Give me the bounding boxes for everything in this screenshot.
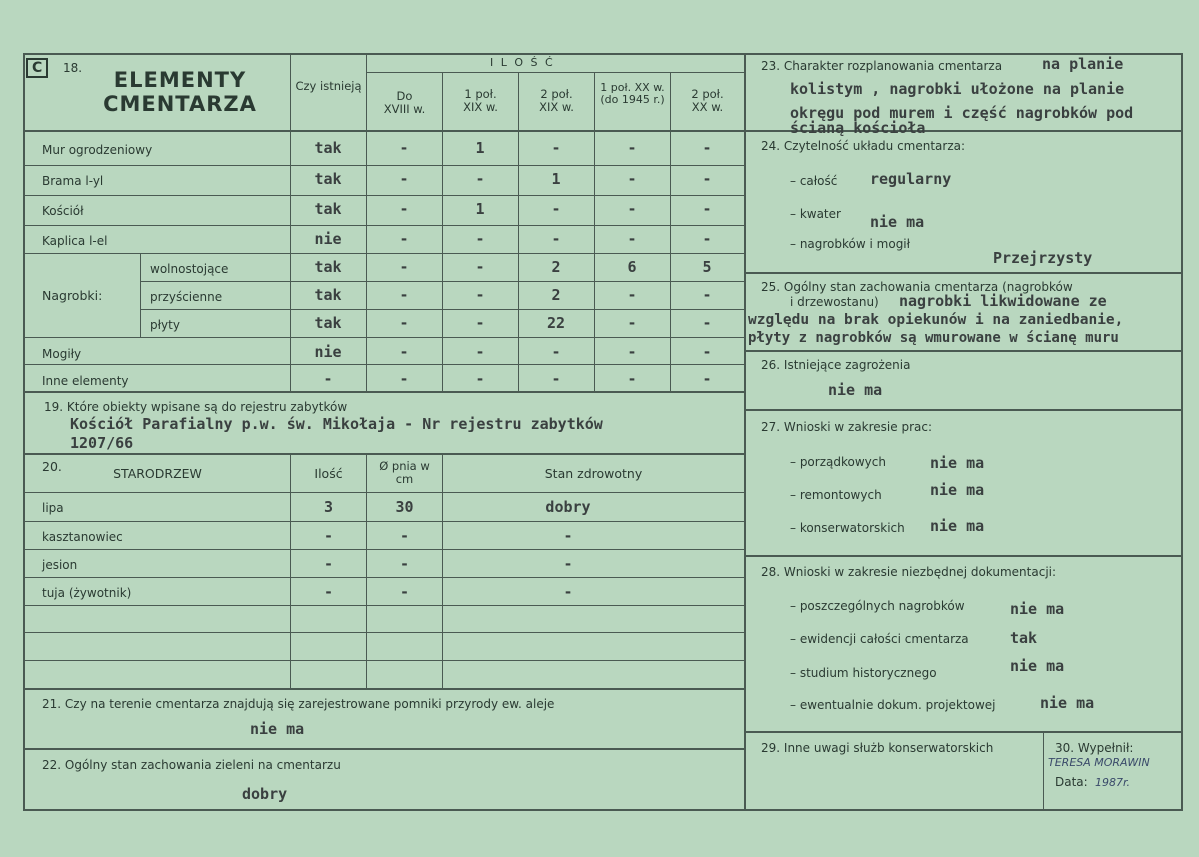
element-count-cell: -: [551, 370, 561, 388]
tree-ilosc-cell: 3: [323, 498, 334, 516]
q21-label: 21. Czy na terenie cmentarza znajdują się zarejestrowane pomniki przyrody ew. aleje: [42, 697, 555, 711]
q27-label: 27. Wnioski w zakresie prac:: [761, 420, 933, 434]
element-count-cell: -: [551, 230, 561, 248]
element-count-cell: -: [399, 139, 409, 157]
tree-pien-cell: -: [399, 527, 410, 545]
tree-name: jesion: [42, 558, 78, 572]
section-number: 18.: [63, 61, 83, 75]
element-count-cell: -: [551, 200, 561, 218]
element-count-cell: -: [702, 170, 712, 188]
tree-name: tuja (żywotnik): [42, 586, 132, 600]
tree-pien-cell: -: [399, 555, 410, 573]
q22-label: 22. Ogólny stan zachowania zieleni na cmentarzu: [42, 758, 341, 772]
element-count-cell: -: [475, 370, 485, 388]
q30-date: 1987r.: [1095, 776, 1131, 789]
tree-ilosc-cell: -: [323, 583, 334, 601]
element-row-label: Inne elementy: [42, 374, 129, 388]
element-count-cell: 1: [475, 200, 485, 218]
q23-answer-4: ścianą kościoła: [790, 119, 926, 137]
element-count-cell: -: [702, 370, 712, 388]
ilosc-header: I L O Ś Ć: [490, 56, 555, 69]
q28-item-4: – ewentualnie dokum. projektowej: [790, 698, 996, 712]
element-count-cell: -: [475, 170, 485, 188]
q28-item-1-value: nie ma: [1010, 600, 1065, 618]
element-exists-cell: tak: [314, 170, 342, 188]
element-count-cell: -: [399, 170, 409, 188]
frame-top: [23, 53, 1183, 55]
element-count-cell: 2: [551, 258, 561, 276]
q28-label: 28. Wnioski w zakresie niezbędnej dokumentacji:: [761, 565, 1057, 579]
frame-left: [23, 53, 25, 811]
q27-item-3: – konserwatorskich: [790, 521, 905, 535]
element-count-cell: -: [399, 343, 409, 361]
q20-header-stan: Stan zdrowotny: [544, 466, 643, 481]
q30-label: 30. Wypełnił:: [1055, 741, 1134, 755]
element-count-cell: -: [551, 343, 561, 361]
tree-pien-cell: -: [399, 583, 410, 601]
element-row-label: przyścienne: [150, 290, 223, 304]
element-exists-cell: -: [323, 370, 333, 388]
q30-data-label: Data:: [1055, 775, 1088, 789]
element-row-label: płyty: [150, 318, 180, 332]
element-count-cell: -: [399, 200, 409, 218]
q28-item-2-value: tak: [1010, 629, 1038, 647]
element-count-cell: -: [702, 200, 712, 218]
col-do-xviii: Do XVIII w.: [383, 89, 426, 116]
element-count-cell: -: [627, 200, 637, 218]
element-exists-cell: nie: [314, 343, 342, 361]
col-czy-istnieja: Czy istnieją: [295, 79, 362, 93]
q27-item-2-value: nie ma: [930, 481, 985, 499]
q30-signature: TERESA MORAWIN: [1048, 756, 1150, 769]
q29-label: 29. Inne uwagi służb konserwatorskich: [761, 741, 994, 755]
q24-label: 24. Czytelność układu cmentarza:: [761, 139, 966, 153]
element-row-label: Brama l-yl: [42, 174, 104, 188]
section-title: [90, 68, 270, 116]
q24-nagrobkow-value: Przejrzysty: [993, 249, 1093, 267]
element-count-cell: -: [702, 230, 712, 248]
q20-header-starodrzew: STARODRZEW: [113, 466, 202, 481]
element-row-label: Mur ogrodzeniowy: [42, 143, 153, 157]
column-divider: [744, 53, 746, 811]
element-count-cell: 5: [702, 258, 712, 276]
element-count-cell: -: [475, 343, 485, 361]
q24-calosc-value: regularny: [870, 170, 952, 188]
q19-label: 19. Które obiekty wpisane są do rejestru zabytków: [44, 400, 348, 414]
element-count-cell: 2: [551, 286, 561, 304]
title-line2: CMENTARZA: [103, 92, 257, 117]
tree-name: lipa: [42, 501, 64, 515]
element-count-cell: 6: [627, 258, 637, 276]
element-count-cell: -: [475, 314, 485, 332]
col-1pol-xix: 1 poł. XIX w.: [463, 87, 498, 114]
tree-stan-cell: -: [563, 583, 573, 601]
q27-item-2: – remontowych: [790, 488, 882, 502]
element-exists-cell: tak: [314, 200, 342, 218]
q25-answer-3: płyty z nagrobków są wmurowane w ścianę muru: [748, 330, 1119, 346]
title-line1: ELEMENTY: [113, 68, 247, 92]
element-exists-cell: tak: [314, 286, 342, 304]
q25-answer-2: względu na brak opiekunów i na zaniedbanie,: [748, 312, 1124, 328]
tree-stan-cell: dobry: [545, 498, 591, 516]
tree-ilosc-cell: -: [323, 527, 334, 545]
element-count-cell: -: [627, 230, 637, 248]
q24-kwater: – kwater: [790, 207, 841, 221]
q20-header-pien: Ø pnia w cm: [379, 459, 430, 486]
element-count-cell: -: [702, 286, 712, 304]
col-1pol-xx: 1 poł. XX w. (do 1945 r.): [600, 81, 665, 107]
element-row-label: Kościół: [42, 204, 84, 218]
section-letter: C: [26, 58, 48, 78]
tree-pien-cell: 30: [395, 498, 414, 516]
element-exists-cell: tak: [314, 139, 342, 157]
q23-answer-2: kolistym , nagrobki ułożone na planie: [790, 80, 1125, 98]
nagrobki-label: Nagrobki:: [42, 288, 103, 303]
frame-bottom: [23, 809, 1183, 811]
q25-label-2: i drzewostanu): [790, 295, 879, 309]
q27-item-1: – porządkowych: [790, 455, 886, 469]
q21-answer: nie ma: [250, 720, 305, 738]
q20-header-ilosc: Ilość: [314, 466, 343, 481]
q25-answer-1: nagrobki likwidowane ze: [899, 292, 1107, 310]
element-count-cell: -: [627, 286, 637, 304]
q28-item-2: – ewidencji całości cmentarza: [790, 632, 969, 646]
element-count-cell: 22: [546, 314, 566, 332]
q23-answer-3: okręgu pod murem i część nagrobków pod: [790, 104, 1134, 122]
element-count-cell: -: [702, 314, 712, 332]
element-count-cell: -: [475, 230, 485, 248]
tree-name: kasztanowiec: [42, 530, 123, 544]
q28-item-4-value: nie ma: [1040, 694, 1095, 712]
element-count-cell: -: [702, 343, 712, 361]
element-count-cell: -: [399, 370, 409, 388]
q23-answer-1: na planie: [1042, 55, 1124, 73]
q19-answer-line1: Kościół Parafialny p.w. św. Mikołaja - Nr rejestru zabytków: [70, 415, 603, 433]
q24-calosc: – całość: [790, 174, 838, 188]
element-count-cell: -: [399, 286, 409, 304]
tree-ilosc-cell: -: [323, 555, 334, 573]
element-count-cell: -: [702, 139, 712, 157]
element-count-cell: -: [627, 343, 637, 361]
q27-item-1-value: nie ma: [930, 454, 985, 472]
q24-nagrobkow: – nagrobków i mogił: [790, 237, 911, 251]
element-count-cell: 1: [551, 170, 561, 188]
q20-number: 20.: [42, 459, 62, 474]
element-count-cell: -: [475, 286, 485, 304]
frame-right: [1181, 53, 1183, 811]
element-count-cell: -: [627, 139, 637, 157]
q22-answer: dobry: [242, 785, 288, 803]
element-row-label: Mogiły: [42, 347, 82, 361]
col-2pol-xix: 2 poł. XIX w.: [539, 87, 574, 114]
element-count-cell: -: [627, 314, 637, 332]
element-count-cell: -: [399, 258, 409, 276]
element-exists-cell: tak: [314, 258, 342, 276]
q28-item-3: – studium historycznego: [790, 666, 937, 680]
element-row-label: Kaplica l-el: [42, 234, 108, 248]
tree-stan-cell: -: [563, 555, 573, 573]
q26-label: 26. Istniejące zagrożenia: [761, 358, 911, 372]
col-2pol-xx: 2 poł. XX w.: [691, 87, 724, 114]
element-count-cell: -: [627, 370, 637, 388]
q28-item-1: – poszczególnych nagrobków: [790, 599, 965, 613]
tree-stan-cell: -: [563, 527, 573, 545]
q28-item-3-value: nie ma: [1010, 657, 1065, 675]
q23-label: 23. Charakter rozplanowania cmentarza: [761, 59, 1003, 73]
element-row-label: wolnostojące: [150, 262, 229, 276]
element-count-cell: -: [551, 139, 561, 157]
element-count-cell: -: [475, 258, 485, 276]
element-count-cell: -: [399, 230, 409, 248]
q26-answer: nie ma: [828, 381, 883, 399]
element-count-cell: -: [627, 170, 637, 188]
element-exists-cell: tak: [314, 314, 342, 332]
q19-answer-line2: 1207/66: [70, 434, 134, 452]
element-count-cell: -: [399, 314, 409, 332]
q27-item-3-value: nie ma: [930, 517, 985, 535]
element-exists-cell: nie: [314, 230, 342, 248]
q24-kwater-value: nie ma: [870, 213, 925, 231]
q25-label-1: 25. Ogólny stan zachowania cmentarza (nagrobków: [761, 280, 1073, 294]
element-count-cell: 1: [475, 139, 485, 157]
